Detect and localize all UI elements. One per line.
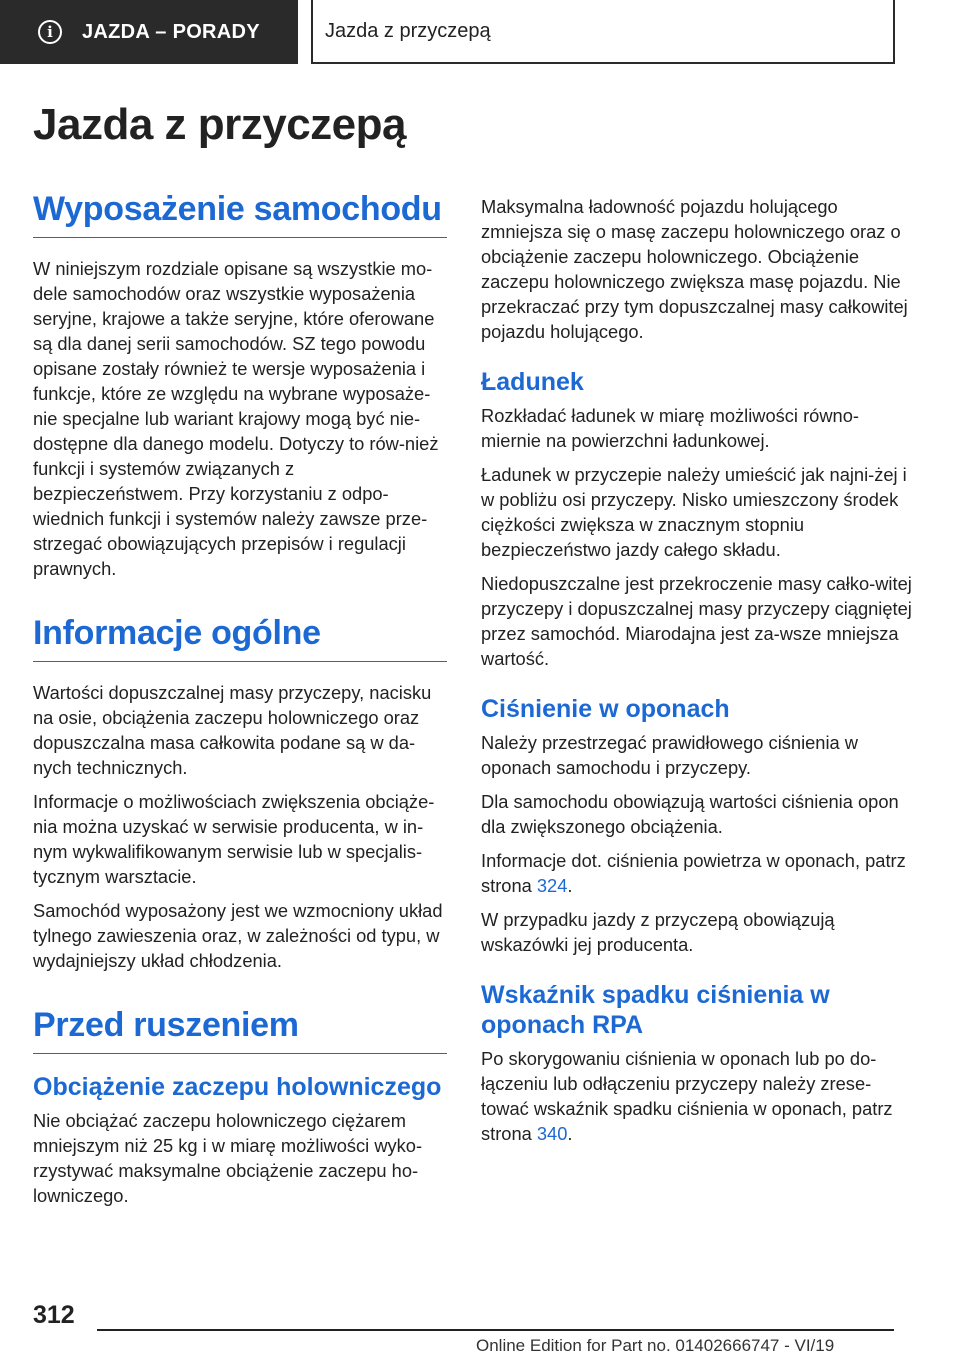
subheading-hitch-load: Obciążenie zaczepu holowniczego: [33, 1073, 442, 1101]
info-icon: i: [38, 20, 62, 44]
left-column: [33, 190, 447, 1217]
paragraph: Nie obciążać zaczepu holowniczego ciężarem mniejszym niż 25 kg i w miarę możliwości wyko-rzystywać maksymalne obciążenie zaczepu ho-lowniczego.: [33, 1110, 423, 1206]
page-link-340[interactable]: 340: [536, 1123, 568, 1144]
paragraph: W niniejszym rozdziale opisane są wszystkie mo-dele samochodów oraz wszystkie wyposażenia seryjne, krajowe a także seryjne, które oferowane są dla danej serii samochodów. SZ tego powodu opisane zostały również te wersje wyposażenia i funkcje, które ze względu na wybrane wyposaże-nie specjalne lub wariant krajowy mogą być nie-dostępne dla danego modelu. Dotyczy to rów-nież funkcji i systemów związanych z bezpieczeństwem. Przy korzystaniu z odpo-wiednich funkcji i systemów należy zawsze prze-strzegać obowiązujących przepisów i regulacji prawnych.: [33, 258, 439, 579]
section-heading-equipment: Wyposażenie samochodu: [33, 190, 447, 238]
paragraph: Samochód wyposażony jest we wzmocniony układ tylnego zawieszenia oraz, w zależności od typu, w wydajniejszy układ chłodzenia.: [33, 900, 443, 971]
subheading-tire-pressure: Ciśnienie w oponach: [481, 695, 730, 723]
paragraph: Wartości dopuszczalnej masy przyczepy, nacisku na osie, obciążenia zaczepu holowniczego oraz dopuszczalna masa całkowita podane są w da-nych technicznych.: [33, 682, 432, 778]
right-column: [481, 194, 913, 1155]
paragraph: Informacje dot. ciśnienia powietrza w oponach, patrz strona 324.: [481, 850, 906, 896]
subheading-rpa: Wskaźnik spadku ciśnienia w oponach RPA: [481, 981, 830, 1039]
subheading-cargo: Ładunek: [481, 368, 584, 396]
page-title: Jazda z przyczepą: [33, 100, 406, 149]
chapter-tab-label: JAZDA – PORADY: [82, 20, 260, 43]
footer-divider: [97, 1329, 894, 1331]
paragraph: Rozkładać ładunek w miarę możliwości równo-miernie na powierzchni ładunkowej.: [481, 405, 859, 451]
paragraph: Niedopuszczalne jest przekroczenie masy całko-witej przyczepy i dopuszczalnej masy przyczepy ciągniętej przez samochód. Miarodajna jest za-wsze mniejsza wartość.: [481, 573, 912, 669]
footer-edition: Online Edition for Part no. 01402666747 - VI/19: [476, 1336, 835, 1355]
breadcrumb: [311, 0, 895, 64]
section-heading-general-info: Informacje ogólne: [33, 614, 447, 662]
page-number: 312: [33, 1301, 75, 1329]
paragraph: Informacje o możliwościach zwiększenia obciąże-nia można uzyskać w serwisie producenta, w in-nym wykwalifikowanym serwisie lub w specjalis-tycznym warsztacie.: [33, 791, 435, 887]
breadcrumb-label: Jazda z przyczepą: [325, 19, 491, 42]
paragraph: Ładunek w przyczepie należy umieścić jak najni-żej i w pobliżu osi przyczepy. Nisko umieszczony środek ciężkości zwiększa w znacznym stopniu bezpieczeństwo jazdy całego składu.: [481, 464, 907, 560]
paragraph: Po skorygowaniu ciśnienia w oponach lub po do-łączeniu lub odłączeniu przyczepy należy zrese-tować wskaźnik spadku ciśnienia w oponach, patrz strona 340.: [481, 1048, 893, 1144]
page-link-324[interactable]: 324: [536, 875, 568, 896]
section-heading-before-driving: Przed ruszeniem: [33, 1006, 447, 1054]
paragraph: Maksymalna ładowność pojazdu holującego zmniejsza się o masę zaczepu holowniczego oraz o obciążenie zaczepu holowniczego. Obciążenie zaczepu holowniczego zwiększa masę pojazdu. Nie przekraczać przy tym dopuszczalnej masy całkowitej pojazdu holującego.: [481, 196, 908, 342]
paragraph: Dla samochodu obowiązują wartości ciśnienia opon dla zwiększonego obciążenia.: [481, 791, 899, 837]
paragraph: Należy przestrzegać prawidłowego ciśnienia w oponach samochodu i przyczepy.: [481, 732, 858, 778]
chapter-tab[interactable]: [0, 0, 298, 64]
paragraph: W przypadku jazdy z przyczepą obowiązują wskazówki jej producenta.: [481, 909, 835, 955]
